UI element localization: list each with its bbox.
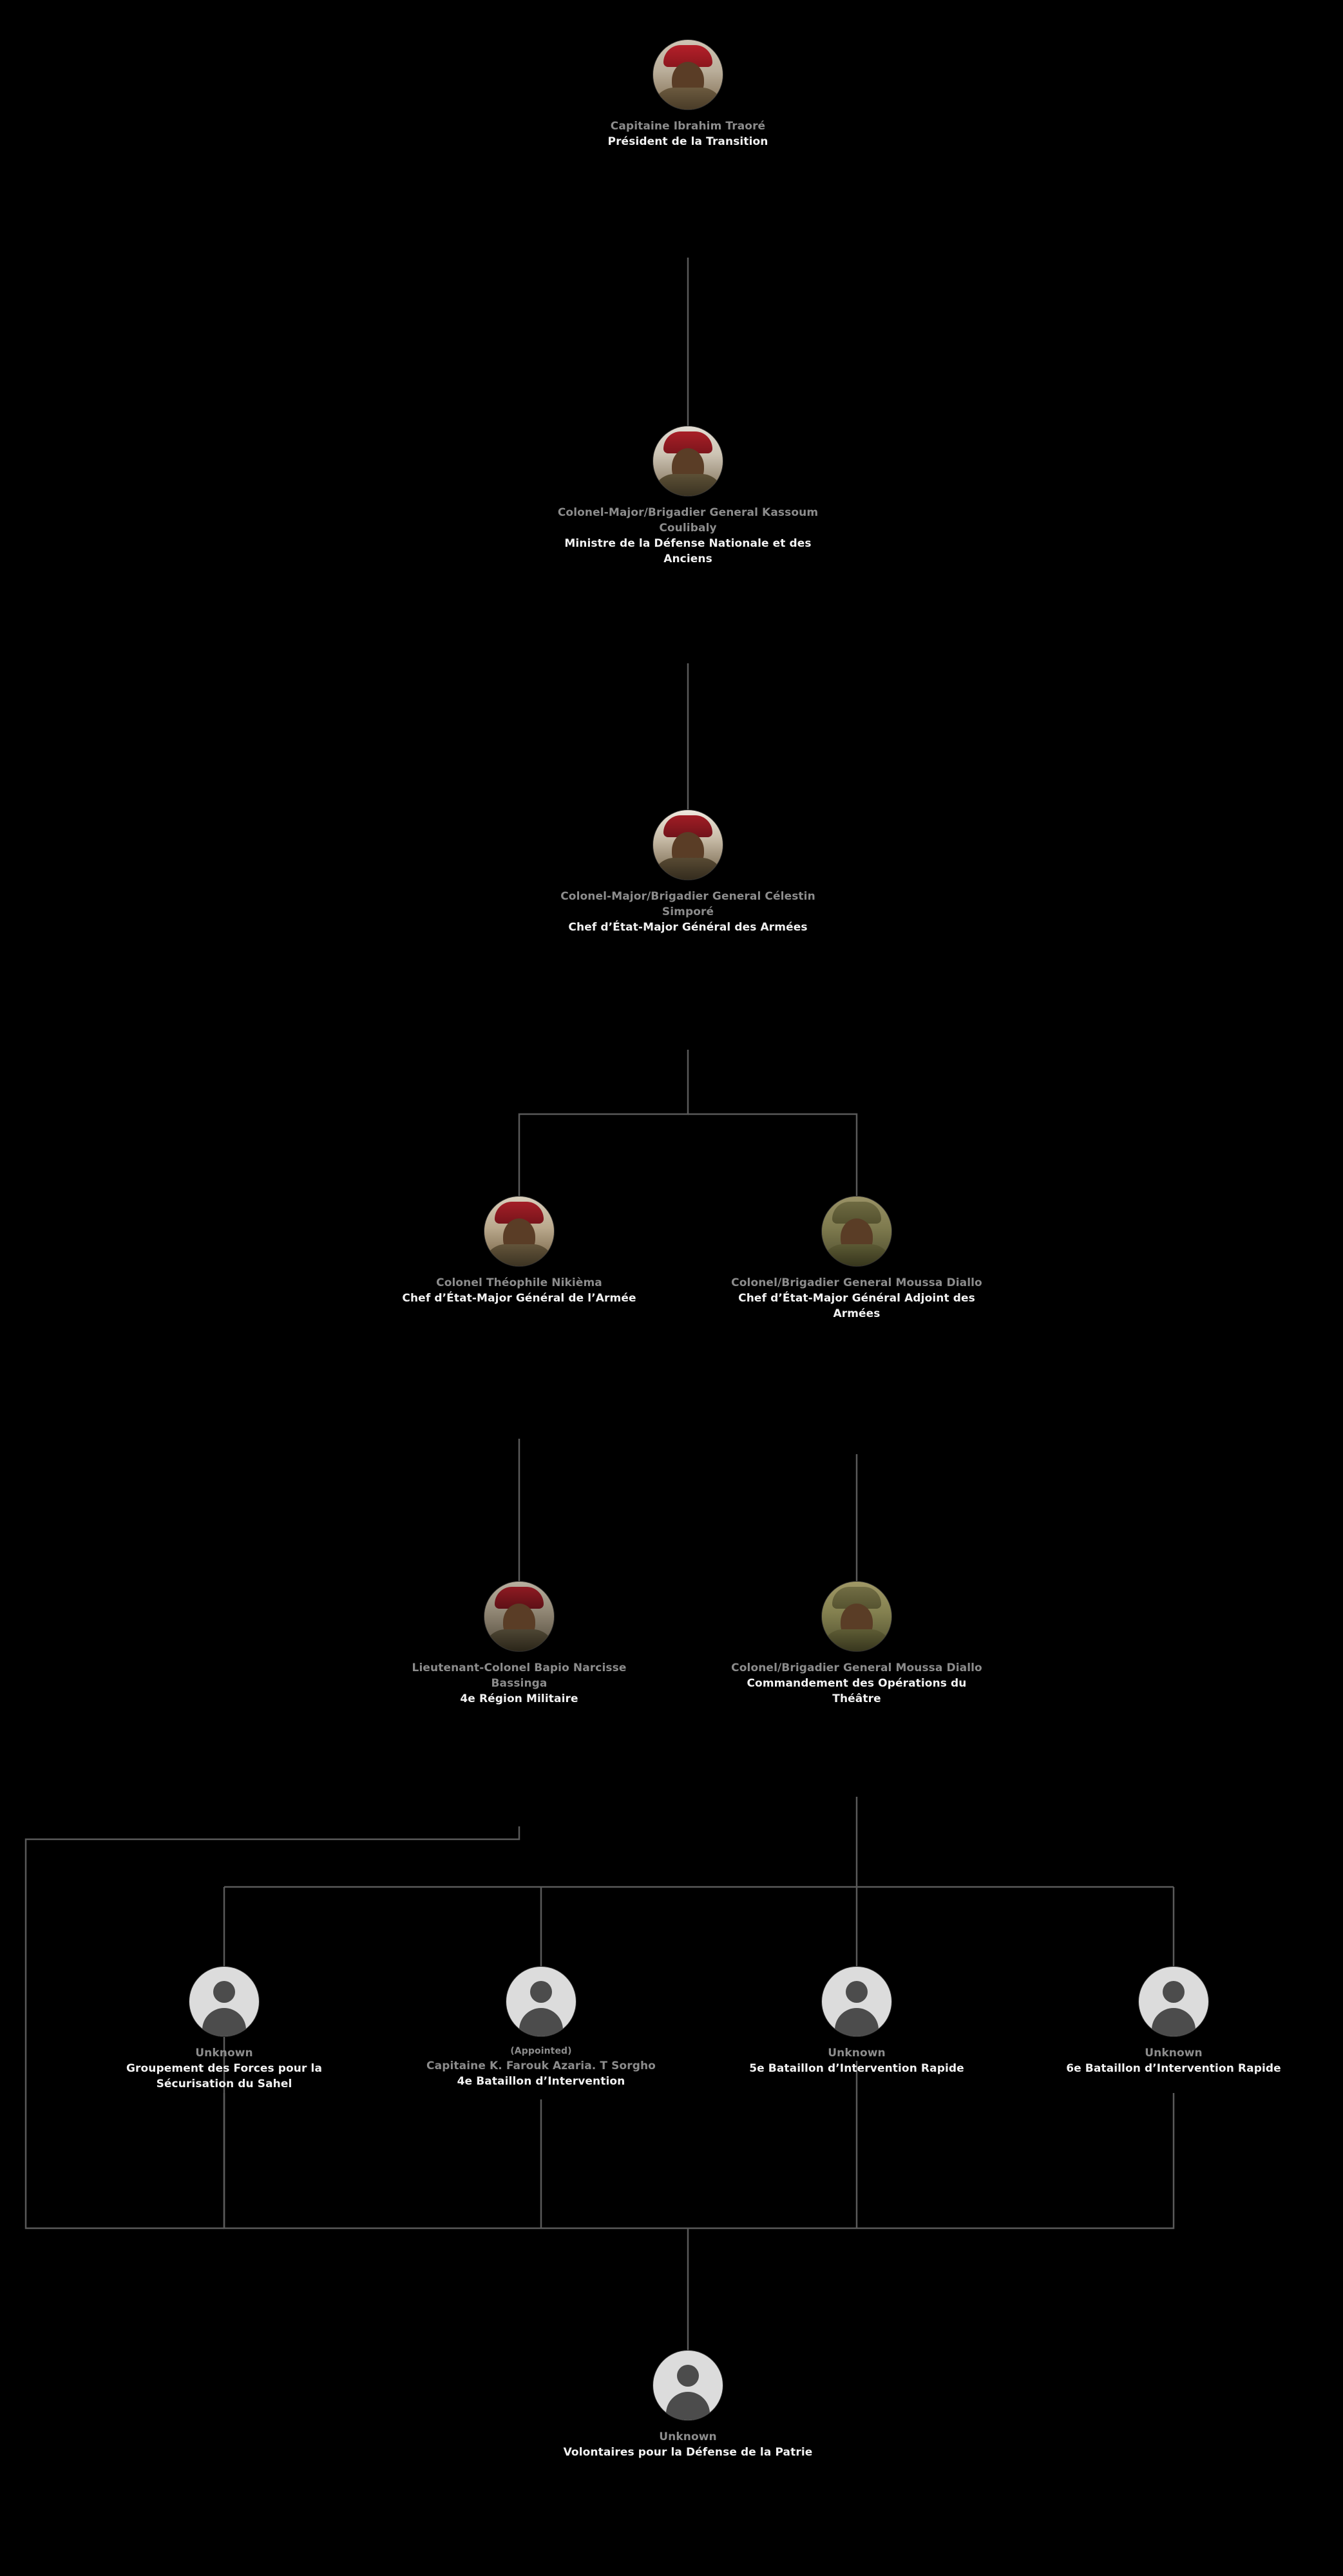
edge-chief-to-deputy-chief (688, 1114, 857, 1197)
node-4e-region-militaire[interactable] (384, 1582, 654, 1707)
node-rank: Unknown (195, 2047, 253, 2060)
avatar-army-chief-of-staff (484, 1197, 554, 1266)
node-rank: Unknown (659, 2430, 717, 2443)
node-rank: Colonel/Brigadier General Moussa Diallo (731, 1662, 982, 1674)
node-title: 5e Bataillon d’Intervention Rapide (749, 2062, 964, 2076)
node-groupement-sahel[interactable] (89, 1967, 359, 2092)
node-vdp[interactable] (553, 2351, 823, 2460)
node-rank: Capitaine K. Farouk Azaria. T Sorgho (426, 2059, 656, 2072)
avatar-unknown-icon (822, 1967, 891, 2036)
node-5e-bataillon-intervention-rapide[interactable] (721, 1967, 992, 2076)
node-rank: Unknown (828, 2047, 886, 2060)
node-rank-note: (Appointed) (510, 2046, 572, 2056)
node-rank: Colonel-Major/Brigadier General Kassoum Coulibaly (557, 506, 819, 535)
avatar-president (653, 40, 723, 109)
node-4e-bataillon-intervention[interactable] (406, 1967, 676, 2089)
node-deputy-chief-of-staff[interactable] (721, 1197, 992, 1321)
avatar-chief-of-staff (653, 810, 723, 880)
avatar-theatre-operations-command (822, 1582, 891, 1651)
node-title: Chef d’État-Major Général Adjoint des Armées (738, 1292, 975, 1321)
node-title: 6e Bataillon d’Intervention Rapide (1066, 2062, 1281, 2076)
node-title: Ministre de la Défense Nationale et des Anciens (564, 537, 812, 566)
avatar-4e-region-militaire (484, 1582, 554, 1651)
node-rank: Unknown (1145, 2047, 1203, 2060)
node-title: 4e Région Militaire (460, 1692, 578, 1706)
avatar-unknown-icon (653, 2351, 723, 2420)
node-rank: Colonel/Brigadier General Moussa Diallo (731, 1276, 982, 1289)
avatar-unknown-icon (506, 1967, 576, 2036)
node-title: Président de la Transition (607, 135, 768, 149)
node-title: 4e Bataillon d’Intervention (457, 2075, 625, 2088)
node-title: Chef d’État-Major Général des Armées (568, 921, 808, 934)
node-title: Chef d’État-Major Général de l’Armée (402, 1292, 636, 1305)
node-defense-minister[interactable] (553, 426, 823, 567)
node-title: Commandement des Opérations du Théâtre (747, 1677, 967, 1706)
node-president[interactable] (553, 40, 823, 149)
node-title: Groupement des Forces pour la Sécurisation du Sahel (126, 2062, 323, 2091)
node-rank: Colonel Théophile Nikièma (436, 1276, 602, 1289)
node-6e-bataillon-intervention-rapide[interactable] (1038, 1967, 1309, 2076)
node-rank: Colonel-Major/Brigadier General Célestin Simporé (560, 890, 815, 919)
edge-chief-to-army-chief (519, 1050, 688, 1197)
node-rank: Capitaine Ibrahim Traoré (610, 120, 766, 133)
edge-bottom-bus (224, 2093, 1174, 2228)
avatar-deputy-chief-of-staff (822, 1197, 891, 1266)
avatar-unknown-icon (189, 1967, 259, 2036)
node-title: Volontaires pour la Défense de la Patrie (563, 2446, 813, 2459)
node-rank: Lieutenant-Colonel Bapio Narcisse Bassinga (412, 1662, 627, 1690)
node-army-chief-of-staff[interactable] (384, 1197, 654, 1306)
avatar-defense-minister (653, 426, 723, 496)
avatar-unknown-icon (1139, 1967, 1208, 2036)
node-theatre-operations-command[interactable] (721, 1582, 992, 1707)
node-chief-of-staff[interactable] (553, 810, 823, 935)
